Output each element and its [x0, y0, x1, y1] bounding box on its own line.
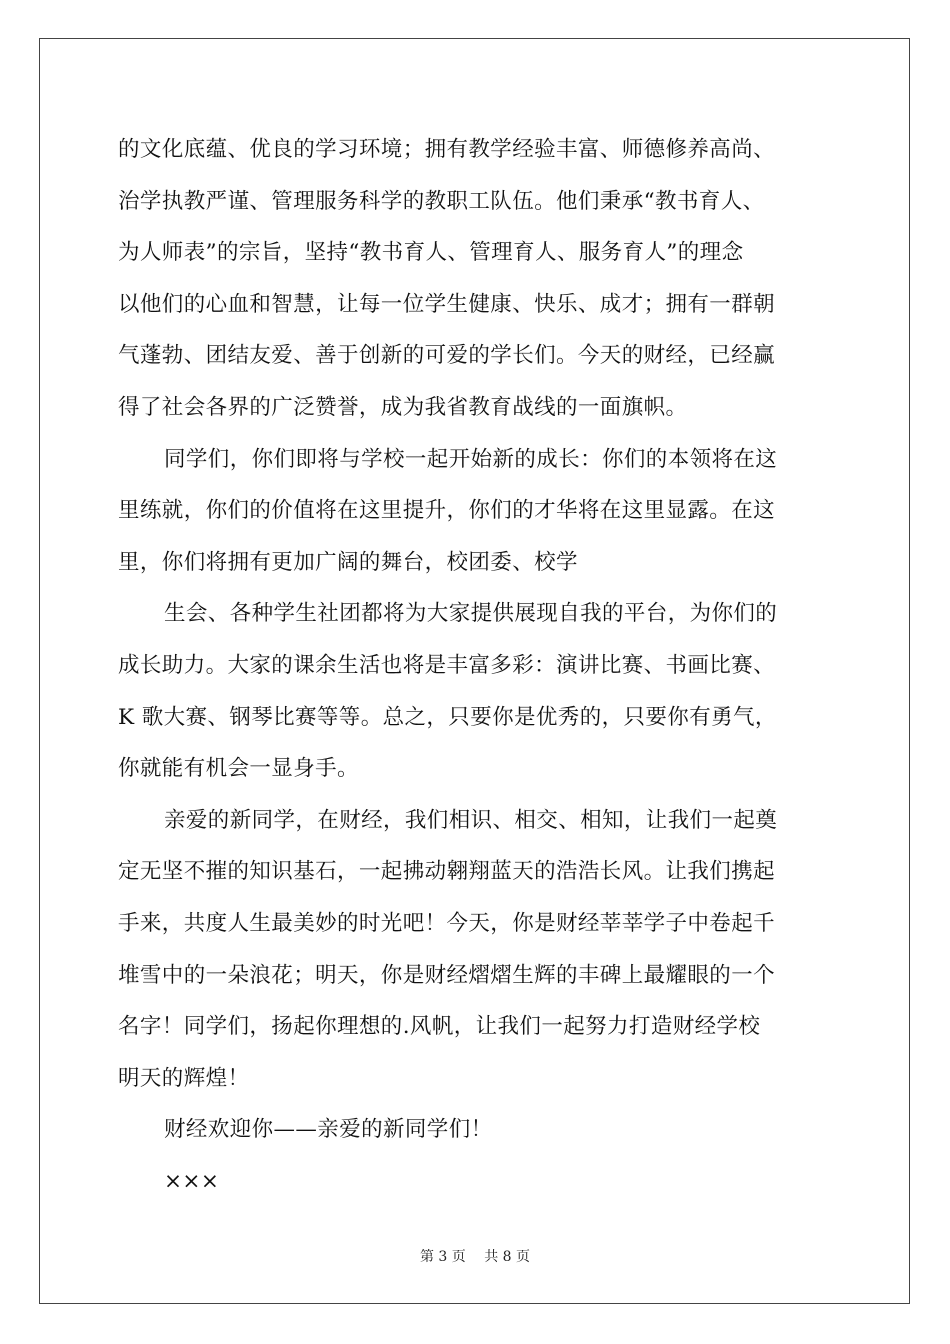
- text-line: K 歌大赛、钢琴比赛等等。总之，只要你是优秀的，只要你有勇气，: [118, 704, 777, 730]
- text-line: 堆雪中的一朵浪花；明天，你是财经熠熠生辉的丰碑上最耀眼的一个: [118, 962, 776, 988]
- text-line: 里，你们将拥有更加广阔的舞台，校团委、校学: [118, 549, 578, 575]
- signature-line: ×××: [164, 1168, 220, 1194]
- text-line: 定无坚不摧的知识基石，一起拂动翱翔蓝天的浩浩长风。让我们携起: [118, 859, 776, 885]
- text-line: 得了社会各界的广泛赞誉，成为我省教育战线的一面旗帜。: [118, 394, 688, 420]
- paragraph-start-line: 生会、各种学生社团都将为大家提供展现自我的平台，为你们的: [164, 601, 778, 627]
- closing-line: 财经欢迎你——亲爱的新同学们！: [164, 1117, 493, 1143]
- document-body: [118, 124, 848, 1207]
- page-number-footer: 第 3 页 共 8 页: [419, 1249, 531, 1265]
- text-line: 手来，共度人生最美妙的时光吧！今天，你是财经莘莘学子中卷起千: [118, 910, 776, 936]
- text-line: 为人师表”的宗旨，坚持“教书育人、管理育人、服务育人”的理念: [118, 240, 744, 266]
- text-line: 名字！同学们，扬起你理想的.风帆，让我们一起努力打造财经学校: [118, 1014, 761, 1040]
- paragraph-start-line: 亲爱的新同学，在财经，我们相识、相交、相知，让我们一起奠: [164, 807, 778, 833]
- text-line: 的文化底蕴、优良的学习环境；拥有教学经验丰富、师德修养高尚、: [118, 137, 776, 162]
- text-line: 里练就，你们的价值将在这里提升，你们的才华将在这里显露。在这: [118, 498, 776, 524]
- text-line: 治学执教严谨、管理服务科学的教职工队伍。他们秉承“教书育人、: [118, 188, 765, 214]
- text-line: 成长助力。大家的课余生活也将是丰富多彩：演讲比赛、书画比赛、: [118, 652, 776, 678]
- text-line: 以他们的心血和智慧，让每一位学生健康、快乐、成才；拥有一群朝: [118, 291, 776, 317]
- text-line: 明天的辉煌！: [118, 1065, 250, 1091]
- text-line: 你就能有机会一显身手。: [118, 756, 359, 782]
- text-line: 气蓬勃、团结友爱、善于创新的可爱的学长们。今天的财经，已经赢: [118, 343, 776, 369]
- paragraph-start-line: 同学们，你们即将与学校一起开始新的成长：你们的本领将在这: [164, 446, 778, 472]
